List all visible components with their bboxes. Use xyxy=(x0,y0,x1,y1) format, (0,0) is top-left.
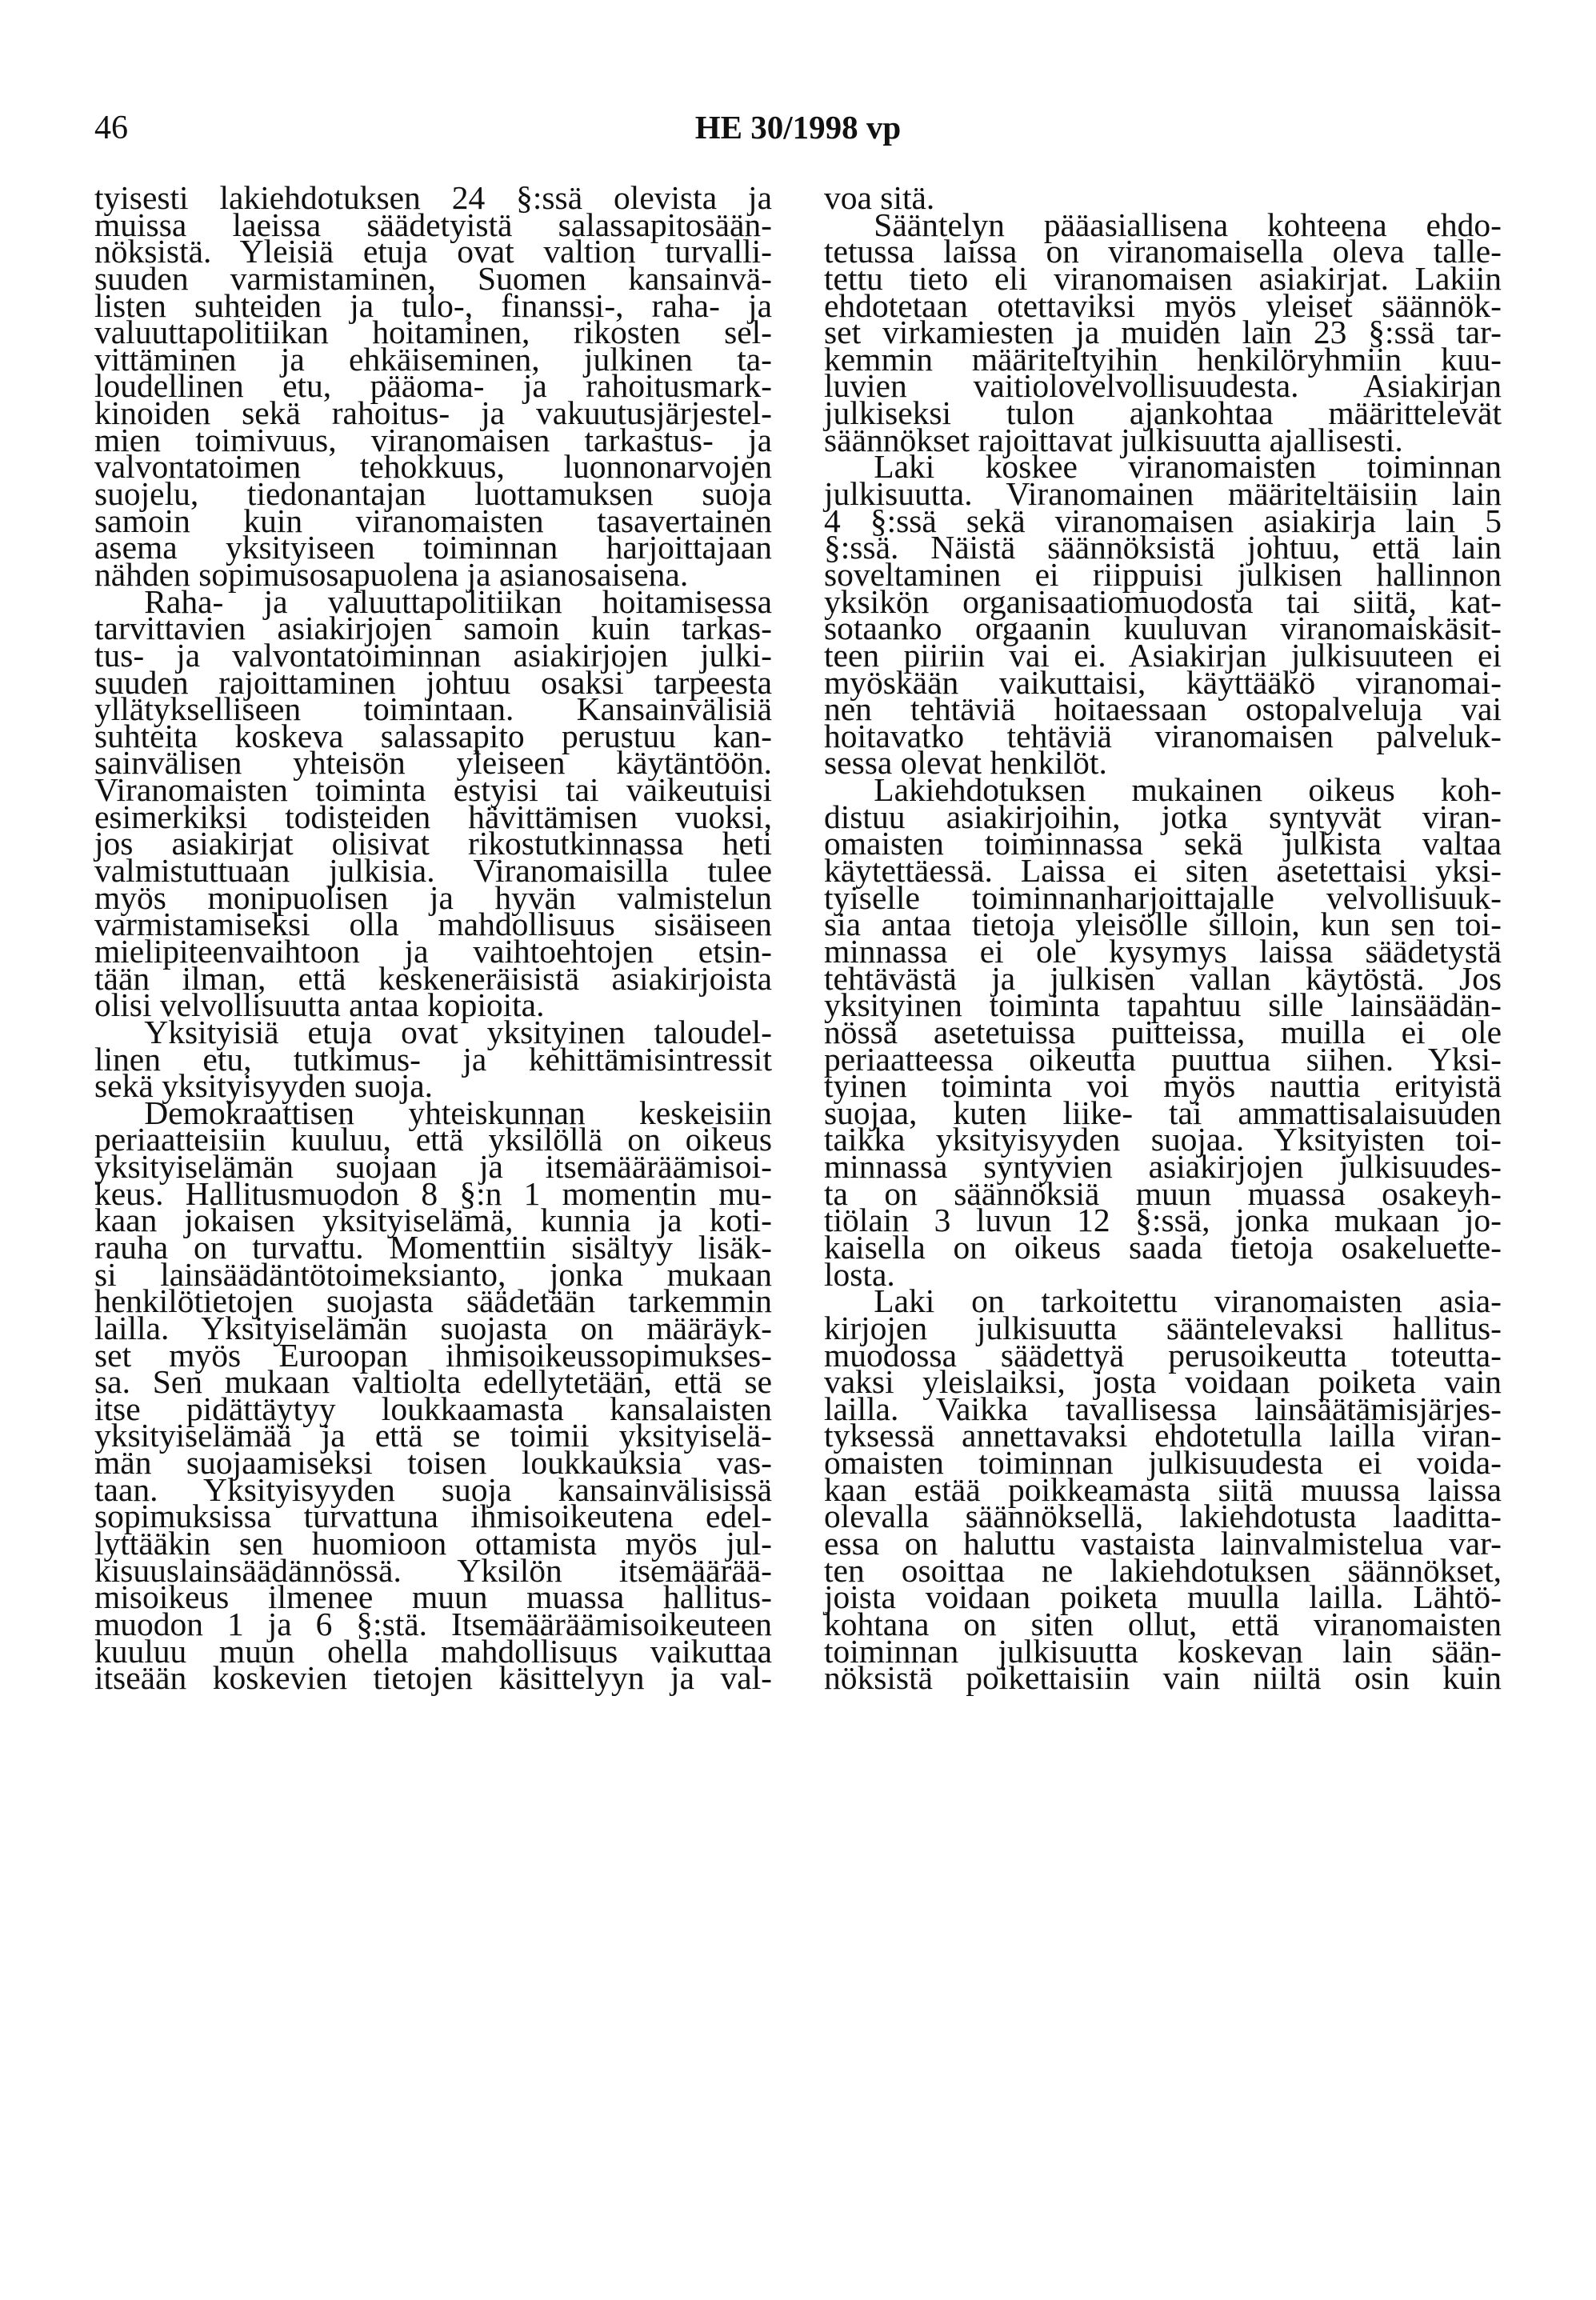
text-line: samoin kuin viranomaisten tasavertainen xyxy=(94,502,772,539)
text-line: Laki koskee viranomaisten toiminnan xyxy=(824,448,1502,486)
text-line: linen etu, tutkimus- ja kehittämisintressit xyxy=(94,1040,772,1078)
text-line: lailla. Yksityiselämän suojasta on määräyk- xyxy=(94,1309,772,1346)
text-line: tus- ja valvontatoiminnan asiakirjojen julki- xyxy=(94,636,772,674)
text-line: nähden sopimusosapuolena ja asianosaisena. xyxy=(94,555,689,593)
text-line: kaan estää poikkeamasta siitä muussa laissa xyxy=(824,1470,1502,1508)
text-line: sopimuksissa turvattuna ihmisoikeutena edel- xyxy=(94,1498,772,1535)
text-line: jos asiakirjat olisivat rikostutkinnassa heti xyxy=(94,825,772,862)
text-line: voa sitä. xyxy=(824,179,935,216)
text-line: valvontatoimen tehokkuus, luonnonarvojen xyxy=(94,448,772,486)
text-line: kirjojen julkisuutta sääntelevaksi hallitus- xyxy=(824,1309,1502,1346)
text-line: suhteita koskeva salassapito perustuu kan- xyxy=(94,717,772,754)
text-line: Demokraattisen yhteiskunnan keskeisiin xyxy=(94,1094,772,1131)
text-line: suuden varmistaminen, Suomen kansainvä- xyxy=(94,259,772,297)
text-line: ten osoittaa ne lakiehdotuksen säännökset, xyxy=(824,1551,1502,1589)
text-line: nöksistä poikettaisiin vain niiltä osin kuin xyxy=(824,1659,1502,1697)
text-line: loudellinen etu, pääoma- ja rahoitusmark- xyxy=(94,367,772,405)
text-line: teen piiriin vai ei. Asiakirjan julkisuuteen ei xyxy=(824,636,1502,674)
text-line: tyksessä annettavaksi ehdotetulla lailla viran- xyxy=(824,1417,1502,1454)
text-line: nöksistä. Yleisiä etuja ovat valtion turvalli- xyxy=(94,233,772,270)
text-line: Viranomaisten toiminta estyisi tai vaikeutuisi xyxy=(94,771,772,809)
text-line: Yksityisiä etuja ovat yksityinen taloudel- xyxy=(94,1013,772,1050)
text-line: tarvittavien asiakirjojen samoin kuin tarkas- xyxy=(94,610,772,647)
right-column xyxy=(824,179,1502,1697)
text-line: sotaanko orgaanin kuuluvan viranomaiskäsit- xyxy=(824,610,1502,647)
left-column xyxy=(94,179,772,1697)
text-line: si lainsäädäntötoimeksianto, jonka mukaan xyxy=(94,1255,772,1293)
text-line: yksikön organisaatiomuodosta tai siitä, kat- xyxy=(824,582,1502,620)
text-line: myöskään vaikuttaisi, käyttääkö viranomai- xyxy=(824,663,1502,701)
text-line: tiölain 3 luvun 12 §:ssä, jonka mukaan jo- xyxy=(824,1202,1502,1239)
text-line: Laki on tarkoitettu viranomaisten asia- xyxy=(824,1282,1502,1320)
text-line: esimerkiksi todisteiden hävittämisen vuoksi, xyxy=(94,798,772,835)
text-line: mielipiteenvaihtoon ja vaihtoehtojen etsin- xyxy=(94,932,772,970)
text-line: valmistuttuaan julkisia. Viranomaisilla tulee xyxy=(94,852,772,890)
text-line: set virkamiesten ja muiden lain 23 §:ssä tar- xyxy=(824,314,1502,351)
text-line: minnassa ei ole kysymys laissa säädetystä xyxy=(824,932,1502,970)
text-line: muissa laeissa säädetyistä salassapitosään- xyxy=(94,206,772,243)
page-number: 46 xyxy=(94,110,128,146)
text-line: olisi velvollisuutta antaa kopioita. xyxy=(94,986,545,1024)
text-line: 4 §:ssä sekä viranomaisen asiakirja lain 5 xyxy=(824,502,1502,539)
text-line: listen suhteiden ja tulo-, finanssi-, raha- ja xyxy=(94,286,772,324)
text-line: distuu asiakirjoihin, jotka syntyvät viran- xyxy=(824,798,1502,835)
text-line: varmistamiseksi olla mahdollisuus sisäiseen xyxy=(94,906,772,943)
text-line: omaisten toiminnan julkisuudesta ei voida- xyxy=(824,1444,1502,1482)
text-line: kemmin määriteltyihin henkilöryhmiin kuu- xyxy=(824,340,1502,378)
text-line: toiminnan julkisuutta koskevan lain sään- xyxy=(824,1632,1502,1670)
text-line: kuuluu muun ohella mahdollisuus vaikuttaa xyxy=(94,1632,772,1670)
text-line: itse pidättäytyy loukkaamasta kansalaisten xyxy=(94,1390,772,1427)
text-line: ehdotetaan otettaviksi myös yleiset säännök- xyxy=(824,286,1502,324)
text-line: taikka yksityisyyden suojaa. Yksityisten toi- xyxy=(824,1121,1502,1158)
text-line: säännökset rajoittavat julkisuutta ajallisesti. xyxy=(824,421,1403,458)
text-line: taan. Yksityisyyden suoja kansainvälisissä xyxy=(94,1470,772,1508)
text-line: omaisten toiminnassa sekä julkista valtaa xyxy=(824,825,1502,862)
text-line: Raha- ja valuuttapolitiikan hoitamisessa xyxy=(94,582,772,620)
text-line: muodon 1 ja 6 §:stä. Itsemääräämisoikeuteen xyxy=(94,1605,772,1642)
text-line: vaksi yleislaiksi, josta voidaan poiketa vain xyxy=(824,1363,1502,1401)
text-line: §:ssä. Näistä säännöksistä johtuu, että lain xyxy=(824,529,1502,566)
text-line: lailla. Vaikka tavallisessa lainsäätämisjärjes- xyxy=(824,1390,1502,1427)
text-line: muodossa säädettyä perusoikeutta toteutta- xyxy=(824,1336,1502,1374)
text-line: set myös Euroopan ihmisoikeussopimukses- xyxy=(94,1336,772,1374)
running-header: HE 30/1998 vp xyxy=(694,109,902,146)
text-line: yksityiselämän suojaan ja itsemääräämisoi- xyxy=(94,1148,772,1186)
text-line: ta on säännöksiä muun muassa osakeyh- xyxy=(824,1174,1502,1212)
text-line: yllätykselliseen toimintaan. Kansainvälisiä xyxy=(94,690,772,728)
text-line: periaatteessa oikeutta puuttua siihen. Yksi- xyxy=(824,1040,1502,1078)
text-line: sekä yksityisyyden suoja. xyxy=(94,1067,434,1105)
text-line: essa on haluttu vastaista lainvalmistelua var- xyxy=(824,1525,1502,1562)
text-line: henkilötietojen suojasta säädetään tarkemmin xyxy=(94,1282,772,1320)
text-line: sia antaa tietoja yleisölle silloin, kun sen toi- xyxy=(824,906,1502,943)
text-line: sa. Sen mukaan valtiolta edellytetään, että se xyxy=(94,1363,772,1401)
text-line: tetussa laissa on viranomaisella oleva talle- xyxy=(824,233,1502,270)
text-line: kaan jokaisen yksityiselämä, kunnia ja koti- xyxy=(94,1202,772,1239)
text-line: julkisuutta. Viranomainen määriteltäisiin lain xyxy=(824,475,1502,513)
text-line: mien toimivuus, viranomaisen tarkastus- ja xyxy=(94,421,772,458)
text-line: yksityiselämää ja että se toimii yksityiselä- xyxy=(94,1417,772,1454)
text-line: periaatteisiin kuuluu, että yksilöllä on oikeus xyxy=(94,1121,772,1158)
text-line: tettu tieto eli viranomaisen asiakirjat. Lakiin xyxy=(824,259,1502,297)
text-line: yksityinen toiminta tapahtuu sille lainsäädän- xyxy=(824,986,1502,1024)
text-line: tyisesti lakiehdotuksen 24 §:ssä olevista ja xyxy=(94,179,772,216)
text-line: kisuuslainsäädännössä. Yksilön itsemäärää- xyxy=(94,1551,772,1589)
text-line: itseään koskevien tietojen käsittelyyn ja val- xyxy=(94,1659,772,1697)
text-line: joista voidaan poiketa muulla lailla. Lähtö- xyxy=(824,1578,1502,1616)
text-line: soveltaminen ei riippuisi julkisen hallinnon xyxy=(824,555,1502,593)
text-line: tehtävästä ja julkisen vallan käytöstä. Jos xyxy=(824,959,1502,997)
text-line: tyinen toiminta voi myös nauttia erityistä xyxy=(824,1067,1502,1105)
text-line: valuuttapolitiikan hoitaminen, rikosten sel- xyxy=(94,314,772,351)
text-line: suojelu, tiedonantajan luottamuksen suoja xyxy=(94,475,772,513)
text-line: kaisella on oikeus saada tietoja osakeluette- xyxy=(824,1228,1502,1266)
text-line: nen tehtäviä hoitaessaan ostopalveluja vai xyxy=(824,690,1502,728)
text-line: kohtana on siten ollut, että viranomaisten xyxy=(824,1605,1502,1642)
text-line: misoikeus ilmenee muun muassa hallitus- xyxy=(94,1578,772,1616)
text-line: vittäminen ja ehkäiseminen, julkinen ta- xyxy=(94,340,772,378)
text-line: olevalla säännöksellä, lakiehdotusta laadittа- xyxy=(824,1498,1502,1535)
text-line: myös monipuolisen ja hyvän valmistelun xyxy=(94,878,772,916)
text-line: sessa olevat henkilöt. xyxy=(824,744,1107,782)
text-line: lyttääkin sen huomioon ottamista myös jul- xyxy=(94,1525,772,1562)
text-line: losta. xyxy=(824,1255,895,1293)
text-line: keus. Hallitusmuodon 8 §:n 1 momentin mu- xyxy=(94,1174,772,1212)
text-line: tään ilman, että keskeneräisistä asiakirjoista xyxy=(94,959,772,997)
text-line: suojaa, kuten liike- tai ammattisalaisuuden xyxy=(824,1094,1502,1131)
text-line: män suojaamiseksi toisen loukkauksia vas- xyxy=(94,1444,772,1482)
text-line: minnassa syntyvien asiakirjojen julkisuudes- xyxy=(824,1148,1502,1186)
text-line: sainvälisen yhteisön yleiseen käytäntöön. xyxy=(94,744,772,782)
text-line: nössä asetetuissa puitteissa, muilla ei ole xyxy=(824,1013,1502,1050)
text-line: luvien vaitiolovelvollisuudesta. Asiakirjan xyxy=(824,367,1502,405)
text-line: Sääntelyn pääasiallisena kohteena ehdo- xyxy=(824,206,1502,243)
text-line: käytettäessä. Laissa ei siten asetettaisi yksi- xyxy=(824,852,1502,890)
text-line: asema yksityiseen toiminnan harjoittajaan xyxy=(94,529,772,566)
text-line: Lakiehdotuksen mukainen oikeus koh- xyxy=(824,771,1502,809)
text-line: tyiselle toiminnanharjoittajalle velvollisuuk- xyxy=(824,878,1502,916)
text-line: hoitavatko tehtäviä viranomaisen palveluk- xyxy=(824,717,1502,754)
text-line: suuden rajoittaminen johtuu osaksi tarpeesta xyxy=(94,663,772,701)
text-line: julkiseksi tulon ajankohtaa määrittelevät xyxy=(824,394,1502,432)
text-line: rauha on turvattu. Momenttiin sisältyy lisäk- xyxy=(94,1228,772,1266)
text-line: kinoiden sekä rahoitus- ja vakuutusjärjestel- xyxy=(94,394,772,432)
